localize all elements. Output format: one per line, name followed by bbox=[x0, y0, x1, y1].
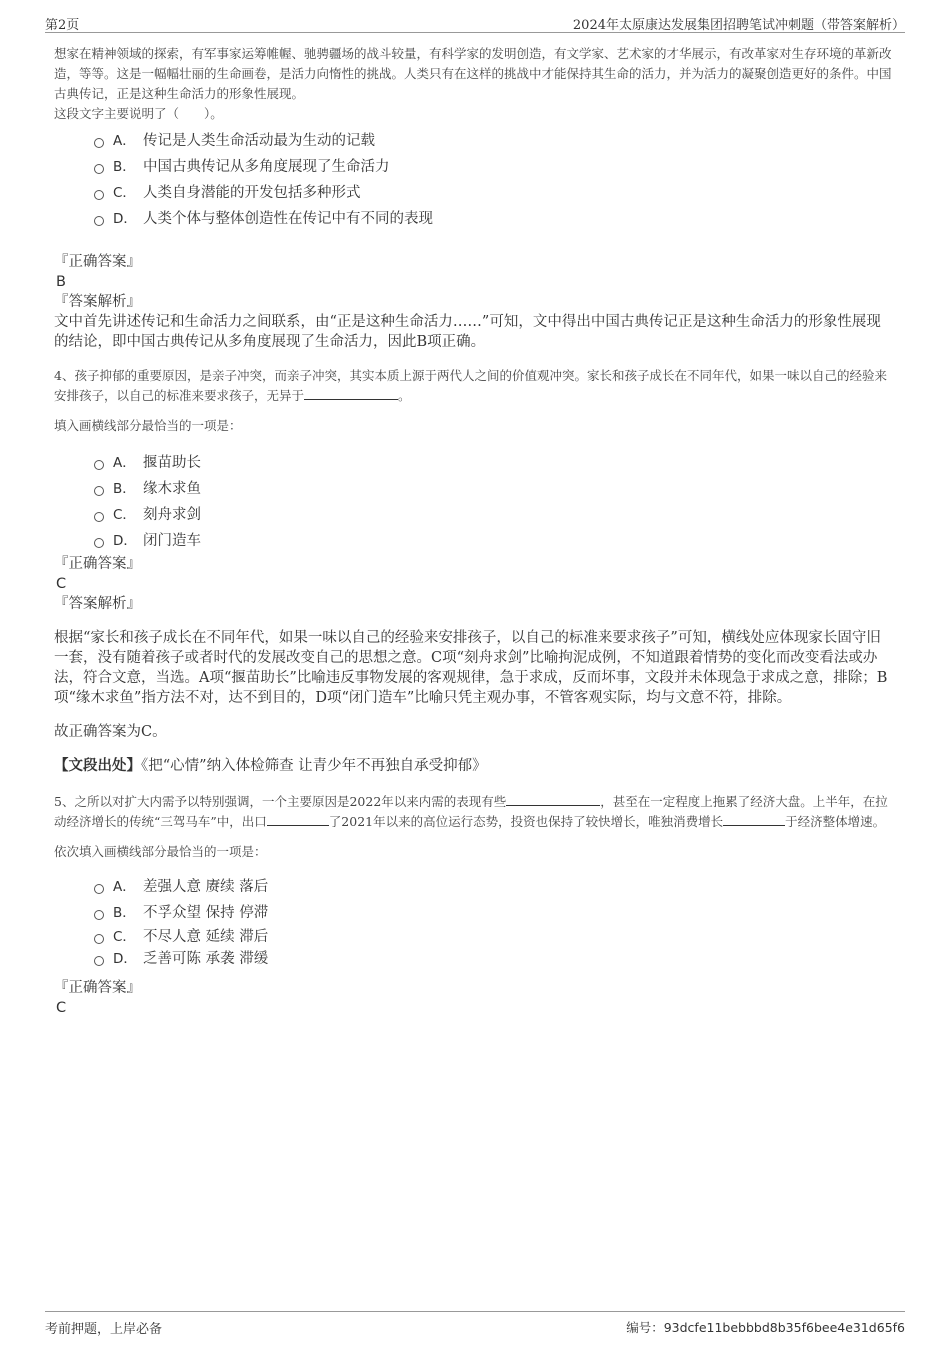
q4-option-c[interactable]: C． 刻舟求剑 bbox=[94, 502, 894, 528]
q3-answer-label: 『正确答案』 bbox=[54, 254, 141, 270]
q4-analysis: 根据“家长和孩子成长在不同年代，如果一味以自己的经验来安排孩子，以自己的标准来要求孩子”可知，横线处应体现家长固守旧一套，没有随着孩子或者时代的发展改变自己的思想之意。C项“刻舟求剑”比喻拘泥成例，不知道跟着情势的变化而改变看法或办法，符合文意，当选。A项“揠苗助长”比喻违反事物发展的客观规律，急于求成，反而坏事，文段并未体现急于求成之意，排除；B项“缘木求鱼”指方法不对，达不到目的，D项“闭门造车”比喻只凭主观办事，不管客观实际，均与文意不符，排除。 bbox=[54, 630, 888, 706]
radio-icon[interactable] bbox=[94, 538, 104, 548]
q3-passage: 想家在精神领域的探索，有军事家运筹帷幄、驰骋疆场的战斗较量，有科学家的发明创造，有文学家、艺术家的才华展示，有改革家对生存环境的革新改造，等等。这是一幅幅壮丽的生命画卷，是活力向惰性的挑战。人类只有在这样的挑战中才能保持其生命的活力，并为活力的凝聚创造更好的条件。中国古典传记，正是这种生命活力的形象性展现。 bbox=[54, 46, 892, 101]
q5-option-a[interactable]: A． 差强人意 赓续 落后 bbox=[94, 874, 894, 900]
radio-icon[interactable] bbox=[94, 512, 104, 522]
q5-options bbox=[94, 874, 894, 970]
q5-option-d[interactable]: D． 乏善可陈 承袭 滞缓 bbox=[94, 948, 894, 970]
radio-icon[interactable] bbox=[94, 884, 104, 894]
q5-blank-3 bbox=[723, 824, 785, 826]
radio-icon[interactable] bbox=[94, 956, 104, 966]
q4-conclusion: 故正确答案为C。 bbox=[54, 724, 167, 740]
q4-answer: C bbox=[56, 576, 67, 592]
page-number: 第2页 bbox=[45, 18, 80, 33]
q3-analysis-label: 『答案解析』 bbox=[54, 294, 141, 310]
radio-icon[interactable] bbox=[94, 910, 104, 920]
q4-option-a[interactable]: A． 揠苗助长 bbox=[94, 450, 894, 476]
q5-answer-label: 『正确答案』 bbox=[54, 980, 141, 996]
q4-source-title: 《把“心情”纳入体检筛查 让青少年不再独自承受抑郁》 bbox=[141, 758, 487, 774]
radio-icon[interactable] bbox=[94, 216, 104, 226]
document-title: 2024年太原康达发展集团招聘笔试冲刺题（带答案解析） bbox=[572, 18, 905, 33]
q4-source bbox=[54, 756, 894, 776]
q5-instruction: 依次填入画横线部分最恰当的一项是： bbox=[54, 844, 267, 859]
radio-icon[interactable] bbox=[94, 460, 104, 470]
q5-stem: 5、之所以对扩大内需予以特别强调，一个主要原因是2022年以来内需的表现有些 ，甚至在一定程度上拖累了经济大盘。上半年，在拉动经济增长的传统“三驾马车”中，出口 了2021年以来的高位运行态势，投资也保持了较快增长，唯独消费增长 于经济整体增速。 bbox=[54, 794, 888, 829]
radio-icon[interactable] bbox=[94, 190, 104, 200]
q4-blank bbox=[304, 398, 398, 400]
q5-option-c[interactable]: C． 不尽人意 延续 滞后 bbox=[94, 926, 894, 948]
page-header bbox=[45, 10, 905, 33]
q3-analysis: 文中首先讲述传记和生命活力之间联系，由“正是这种生命活力……”可知，文中得出中国古典传记正是这种生命活力的形象性展现的结论，即中国古典传记从多角度展现了生命活力，因此B项正确。 bbox=[54, 314, 881, 350]
radio-icon[interactable] bbox=[94, 164, 104, 174]
q3-option-c[interactable]: C． 人类自身潜能的开发包括多种形式 bbox=[94, 180, 894, 206]
document-body bbox=[54, 44, 894, 1018]
q5-option-b[interactable]: B． 不孚众望 保持 停滞 bbox=[94, 900, 894, 926]
radio-icon[interactable] bbox=[94, 486, 104, 496]
radio-icon[interactable] bbox=[94, 934, 104, 944]
q5-answer: C bbox=[56, 1000, 67, 1016]
q3-option-a[interactable]: A． 传记是人类生命活动最为生动的记载 bbox=[94, 128, 894, 154]
q4-options bbox=[94, 450, 894, 554]
q4-option-d[interactable]: D． 闭门造车 bbox=[94, 528, 894, 554]
page-footer bbox=[45, 1311, 905, 1338]
q3-question: 这段文字主要说明了（ ）。 bbox=[54, 106, 223, 121]
footer-slogan: 考前押题，上岸必备 bbox=[45, 1322, 163, 1337]
q4-stem: 4、孩子抑郁的重要原因，是亲子冲突，而亲子冲突，其实本质上源于两代人之间的价值观冲突。家长和孩子成长在不同年代，如果一味以自己的经验来安排孩子，以自己的标准来要求孩子，无异于 。 bbox=[54, 368, 887, 403]
q4-source-label: 【文段出处】 bbox=[54, 757, 141, 774]
q5-blank-2 bbox=[267, 824, 329, 826]
q4-analysis-label: 『答案解析』 bbox=[54, 596, 141, 612]
q5-blank-1 bbox=[506, 804, 600, 806]
document-code: 编号：93dcfe11bebbbd8b35f6bee4e31d65f6 bbox=[626, 1320, 905, 1335]
q4-answer-label: 『正确答案』 bbox=[54, 556, 141, 572]
radio-icon[interactable] bbox=[94, 138, 104, 148]
q3-options bbox=[94, 128, 894, 232]
q4-option-b[interactable]: B． 缘木求鱼 bbox=[94, 476, 894, 502]
q4-instruction: 填入画横线部分最恰当的一项是： bbox=[54, 418, 242, 433]
q3-option-b[interactable]: B． 中国古典传记从多角度展现了生命活力 bbox=[94, 154, 894, 180]
q3-option-d[interactable]: D． 人类个体与整体创造性在传记中有不同的表现 bbox=[94, 206, 894, 232]
q3-answer: B bbox=[56, 274, 66, 290]
